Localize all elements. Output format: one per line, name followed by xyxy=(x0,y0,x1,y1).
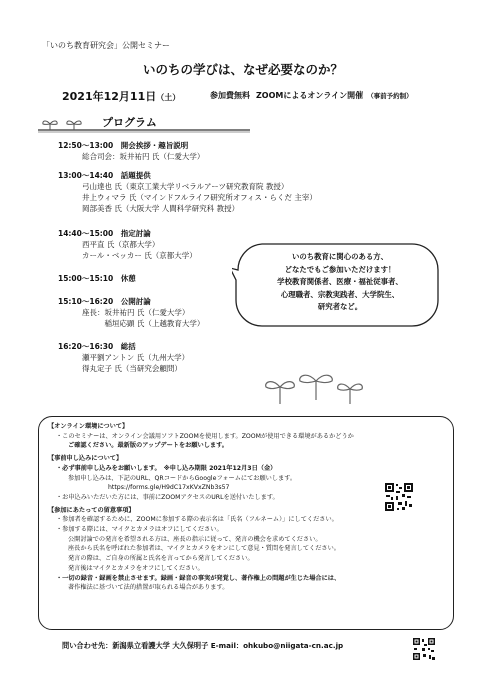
schedule-line: 得丸定子 氏（当研究会顧問） xyxy=(82,364,182,373)
day-of-week: （土） xyxy=(156,93,181,102)
fee-info xyxy=(210,90,413,101)
sprout-icon xyxy=(43,121,81,130)
fee-text: 参加費無料 xyxy=(210,91,250,100)
section-heading: 【事前申し込みについて】 xyxy=(48,455,123,463)
schedule-line: 岡部美香 氏（大阪大学 人間科学研究科 教授） xyxy=(82,204,240,213)
schedule-line: 弓山達也 氏（東京工業大学リベラルアーツ研究教育院 教授） xyxy=(82,182,289,191)
schedule-time: 15:00～15:10 休憩 xyxy=(58,274,136,283)
schedule-line: 井上ウィマラ 氏（マインドフルライフ研究所オフィス・らくだ 主宰） xyxy=(82,193,317,202)
schedule-line: 瀬平劉アントン 氏（九州大学） xyxy=(82,353,190,362)
schedule-time: 12:50～13:00 開会挨拶・趣旨説明 xyxy=(58,141,189,150)
info-line: ・一切の録音・録画を禁止させます。録画・録音の事実が発覚し、著作権上の問題が生じた場合には、 xyxy=(56,574,341,582)
info-line xyxy=(48,464,448,474)
info-line: ・お申込みいただいた方には、事前にZOOMアクセスのURLを送付いたします。 xyxy=(56,493,279,501)
section-heading: 【参加にあたっての留意事項】 xyxy=(48,506,135,514)
bubble-line: いのち教育に関心のある方、 xyxy=(291,252,389,261)
schedule-time: 16:20～16:30 総括 xyxy=(58,342,136,351)
bubble-line: 研究者など。 xyxy=(317,302,363,311)
sprouts-illustration xyxy=(262,366,372,406)
qr-code-icon[interactable] xyxy=(384,482,414,512)
schedule-block xyxy=(58,170,317,214)
event-date xyxy=(62,88,180,104)
bubble-line: 心理職者、宗教実践者、大学院生、 xyxy=(280,289,400,299)
info-line: 発言後はマイクとカメラをオフにしてください。 xyxy=(68,564,204,572)
reg-required: ・必ず事前申し込みをお願いします。 xyxy=(56,464,158,472)
info-line: ・参加者を確認するために、ZOOMに参加する際の表示名は「氏名（フルネーム）」にしてください。 xyxy=(56,516,338,524)
bubble-text xyxy=(250,251,430,314)
page-title: いのちの学びは、なぜ必要なのか？ xyxy=(142,62,343,77)
date-text: 2021年12月11日 xyxy=(62,90,157,103)
info-line: 参加申し込みは、下記のURL、QRコードからGoogleフォームにてお願いします。 xyxy=(68,474,297,482)
schedule-line: 稲垣応顕 氏（上越教育大学） xyxy=(82,319,205,328)
info-line: ・参加する際には、マイクとカメラはオフにしてください。 xyxy=(56,526,223,534)
reg-deadline: ※申し込み期限 2021年12月3日（金） xyxy=(163,464,277,472)
schedule-line: カール・ベッカー 氏（京都大学） xyxy=(82,251,197,260)
schedule-block xyxy=(58,140,298,162)
schedule-line: 座長：坂井祐円 氏（仁愛大学） xyxy=(82,308,190,317)
program-title: プログラム xyxy=(102,116,157,129)
qr-code-icon[interactable] xyxy=(412,637,436,661)
schedule-time: 14:40～15:00 指定討論 xyxy=(58,229,151,238)
info-line: ご確認ください。最新版のアップデートをお願いします。 xyxy=(68,442,228,450)
schedule-time: 13:00～14:40 話題提供 xyxy=(58,171,151,180)
schedule-time: 15:10～16:20 公開討論 xyxy=(58,297,151,306)
section-heading: 【オンライン環境について】 xyxy=(48,423,129,430)
bubble-line: どなたでもご参加いただけます！ xyxy=(284,264,396,274)
bubble-line: 学校教育関係者、医療・福祉従事者、 xyxy=(277,277,403,286)
schedule-line: 西平直 氏（京都大学） xyxy=(82,240,160,249)
online-text: ZOOMによるオンライン開催 xyxy=(256,91,364,100)
schedule-line: 総合司会：坂井祐円 氏（仁愛大学） xyxy=(82,152,205,161)
info-line: ・このセミナーは、オンライン会議用ソフトZOOMを使用します。ZOOMが使用できる環境があるかどうか xyxy=(56,432,354,440)
seminar-label: 「いのち教育研究会」公開セミナー xyxy=(42,41,170,50)
contact-info: 問い合わせ先：新潟県立看護大学 大久保明子 E-mail：ohkubo@niigata-cn.ac.jp xyxy=(62,641,344,650)
info-line: 著作権法に基づいて法的措置が取られる場合があります。 xyxy=(68,584,229,592)
reservation-text: （事前予約制） xyxy=(367,92,413,100)
registration-url[interactable]: https://forms.gle/H9dC17xKVxZNb3s57 xyxy=(108,484,230,492)
info-line: 座長から氏名を呼ばれた参加者は、マイクとカメラをオンにして意見・質問を発言してください。 xyxy=(68,545,340,553)
info-line: 発言の際は、ご自身の所属と氏名を言ってから発言してください。 xyxy=(68,555,254,563)
info-line: 公開討論での発言を希望される方は、座長の指示に従って、発言の機会を求めてください。 xyxy=(68,535,322,543)
